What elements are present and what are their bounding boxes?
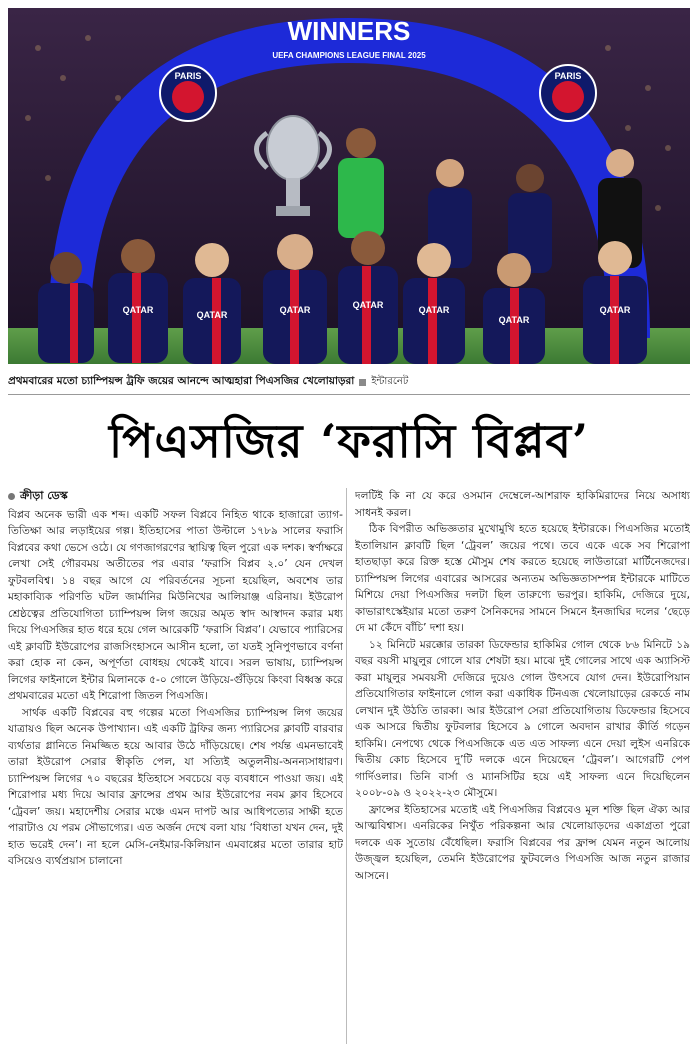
paragraph: ফ্রান্সের ইতিহাসের মতোই এই পিএসজির বিপ্লবেও মূল শক্তি ছিল ঐক্য আর আত্মবিশ্বাস। এনরিকের নিখুঁত পরিকল্পনা আর খেলোয়াড়দের একাগ্রতা পুরো দলকে এক সুতোয় বেঁধেছিল। ফরাসি বিপ্লবের পর ফ্রান্স যেমন নতুন আলোয় উজ্জ্বল হয়েছিল, তেমনি ইউরোপের ফুটবলেও পিএসজি আজ নতুন রাজার আসনে। (355, 803, 690, 882)
celebration-illustration (8, 8, 690, 364)
photo-credit: ইন্টারনেট (371, 375, 409, 387)
psg-logo-right (540, 65, 596, 121)
svg-text:QATAR: QATAR (418, 305, 450, 315)
svg-text:QATAR: QATAR (196, 310, 228, 320)
hero-photo (8, 8, 690, 364)
bullet-icon (8, 493, 15, 500)
paragraph: সার্থক একটি বিপ্লবের বহু গল্পের মতো পিএসজির চ্যাম্পিয়ন্স লিগ জয়ের যাত্রায়ও ছিল অনেক উপাখ্যান। এই একটি ট্রফির জন্য প্যারিসের ক্লাবটি বারবার ব্যর্থতার গ্লানিতে নিমজ্জিত হয়ে আবার উঠে দাঁড়িয়েছে। শেষ পর্যন্ত এমনভাবেই তারা ইউরোপ সেরার স্বীকৃতি পেল, যা সত্যিই অতুলনীয়-অনন্যসাধারণ। চ্যাম্পিয়ন্স লিগের ৭০ বছরের ইতিহাসে সবচেয়ে বড় ব্যবধানে পাওয়া জয়। এই শিরোপার মধ্য দিয়ে আবার ফ্রান্সের প্রথম আর ইউরোপের নবম ক্লাব হিসেবে ‘ট্রেবল’ জয়। মহাদেশীয় সেরার মঞ্চে এমন দাপট আর আধিপত্যের সাক্ষী হতে পারাটাও যে পরম সৌভাগ্যের। এত অর্জন দেখে বলা যায় ‘বিধাতা যখন দেন, দুই হাত ভরেই দেন’। না হলে মেসি-নেইমার-কিলিয়ান এমবাপ্পের মতো তারার হাট বসিয়েও ব্যর্থপ্রয়াস চালানো (8, 706, 343, 867)
svg-text:QATAR: QATAR (279, 305, 311, 315)
byline-text: ক্রীড়া ডেস্ক (20, 489, 68, 502)
banner-title: WINNERS (287, 16, 411, 46)
caption-separator-icon (359, 379, 366, 386)
banner-subtitle: UEFA CHAMPIONS LEAGUE FINAL 2025 (272, 51, 426, 60)
paragraph: ১২ মিনিটে মরক্কোর তারকা ডিফেন্ডার হাকিমির গোল থেকে ৮৬ মিনিটে ১৯ বছর বয়সী মায়ুলুর গোলে যার শেষটা হয়। মাঝে দুই গোলের সাথে এক অ্যাসিস্ট করা মায়ুলুর সমবয়সী দেজিরে দুয়েও গোল উৎসবে যোগ দেন। ইউরোপিয়ান প্রতিযোগিতার ফাইনালে গোল করা একাধিক টিনএজ খেলোয়াড়ের রেকর্ডে নাম লেখান দুই উঠতি তারকা। আর ইউরোপ সেরা প্রতিযোগিতায় ডিফেন্ডার হিসেবে এক আসরে দ্বিতীয় ফুটবলার হিসেবে ৯ গোলে অবদান রাখার কীর্তি গড়েন হাকিমি। নেপথ্যে থেকে পিএসজিকে এত এত সাফল্য এনে দেয়া লুইস এনরিকে দ্বিতীয় কোচ হিসেবে দু’টি দলকে এনে দিয়েছেন ‘ট্রেবল’। আগেরটি পেপ গার্দিওলার। তিনি বার্সা ও ম্যানসিটির হয়ে এই সাফল্য এনে দিয়েছিলেন ২০০৮-০৯ ও ২০২২-২৩ মৌসুমে। (355, 638, 690, 799)
psg-logo-left (160, 65, 216, 121)
headline: পিএসজির ‘ফরাসি বিপ্লব’ (108, 414, 590, 468)
article-column-left (8, 488, 343, 1048)
byline (8, 488, 343, 505)
svg-text:PARIS: PARIS (554, 71, 582, 81)
svg-text:QATAR: QATAR (352, 300, 384, 310)
svg-text:QATAR: QATAR (599, 305, 631, 315)
photo-caption-row (8, 370, 690, 395)
paragraph: দলটিই কি না যে করে ওসমান দেম্বেলে-আশরাফ হাকিমিরাদের নিয়ে অসাধ্য সাধনই করল। (355, 490, 690, 519)
svg-text:PARIS: PARIS (174, 71, 202, 81)
article-column-right (355, 488, 690, 1048)
paragraph: ঠিক বিপরীত অভিজ্ঞতার মুখোমুখি হতে হয়েছে ইন্টারকে। পিএসজির মতোই ইতালিয়ান ক্লাবটি ছিল ‘ট্রেবল’ জয়ের পথে। তবে একে একে সব শিরোপা হাতছাড়া করে রিক্ত হস্তে মৌসুম শেষ করতে হয়েছে লাউতারো মার্টিনেজদের। চ্যাম্পিয়ন্স লিগের এবারের আসরের অন্যতম অভিজ্ঞতাসম্পন্ন ইন্টারকে মাটিতে মিশিয়ে দেয়া পিএসজির দলটা ছিল তারুণ্যে ভরপুর। হাকিমি, দেজিরে দুয়ে, কাভারাৎস্কেইয়ার মতো তরুণ সৈনিকদের সামনে সিমনে ইনজাঘির দলের ‘ছেড়ে দে মা কেঁদে বাঁচি’ দশা হয়। (355, 523, 690, 634)
photo-caption: প্রথমবারের মতো চ্যাম্পিয়ন্স ট্রফি জয়ের আনন্দে আত্মহারা পিএসজির খেলোয়াড়রা (8, 374, 355, 387)
paragraph: বিপ্লব অনেক ভারী এক শব্দ। একটি সফল বিপ্লবে নিহিত থাকে হাজারো ত্যাগ-তিতিক্ষা আর লড়াইয়ের গল্প। ইতিহাসের পাতা উল্টালে ১৭৮৯ সালের ফরাসি বিপ্লবের কথা ভেসে ওঠে। যে গণজাগরণের স্থায়িত্ব ছিল পুরো এক দশক। স্বর্ণাক্ষরে লেখা সেই গৌরবময় অতীতের পর এবার ‘ফরাসি বিপ্লব ২.০’ যেন দেখল ফুটবলবিশ্ব। ১৪ বছর আগে যে পরিবর্তনের সূচনা হয়েছিল, অবশেষ তার মহাকাব্যিক পরিণতি ঘটল জার্মানির মিউনিখের আলিয়াঞ্জ এরিনায়। ইউরোপ শ্রেষ্ঠত্বের প্রতিযোগিতা চ্যাম্পিয়ন্স লিগ জয়ের অমৃত স্বাদ আস্বাদন করার মধ্য দিয়ে পিএসজির হাত ধরে হয়ে গেল আরেকটি ‘ফরাসি বিপ্লব’। যেভাবে প্যারিসের এই ক্লাবটি ইউরোপের রাজসিংহাসনে আসীন হলো, তা যতই সুনিপুণভাবে বর্ণনা করা হোক না কেন, অপূর্ণতা বোধহয় থেকেই যাবে। সরল ভাষায়, চ্যাম্পিয়ন্স লিগের ফাইনালে ইন্টার মিলানকে ৫-০ গোলে উড়িয়ে-গুঁড়িয়ে কিংবা বিধ্বস্ত করে প্রথমবারের মতো এই শিরোপা জিতল পিএসজি। (8, 508, 343, 702)
svg-text:QATAR: QATAR (122, 305, 154, 315)
column-divider (346, 488, 347, 1044)
svg-text:QATAR: QATAR (498, 315, 530, 325)
